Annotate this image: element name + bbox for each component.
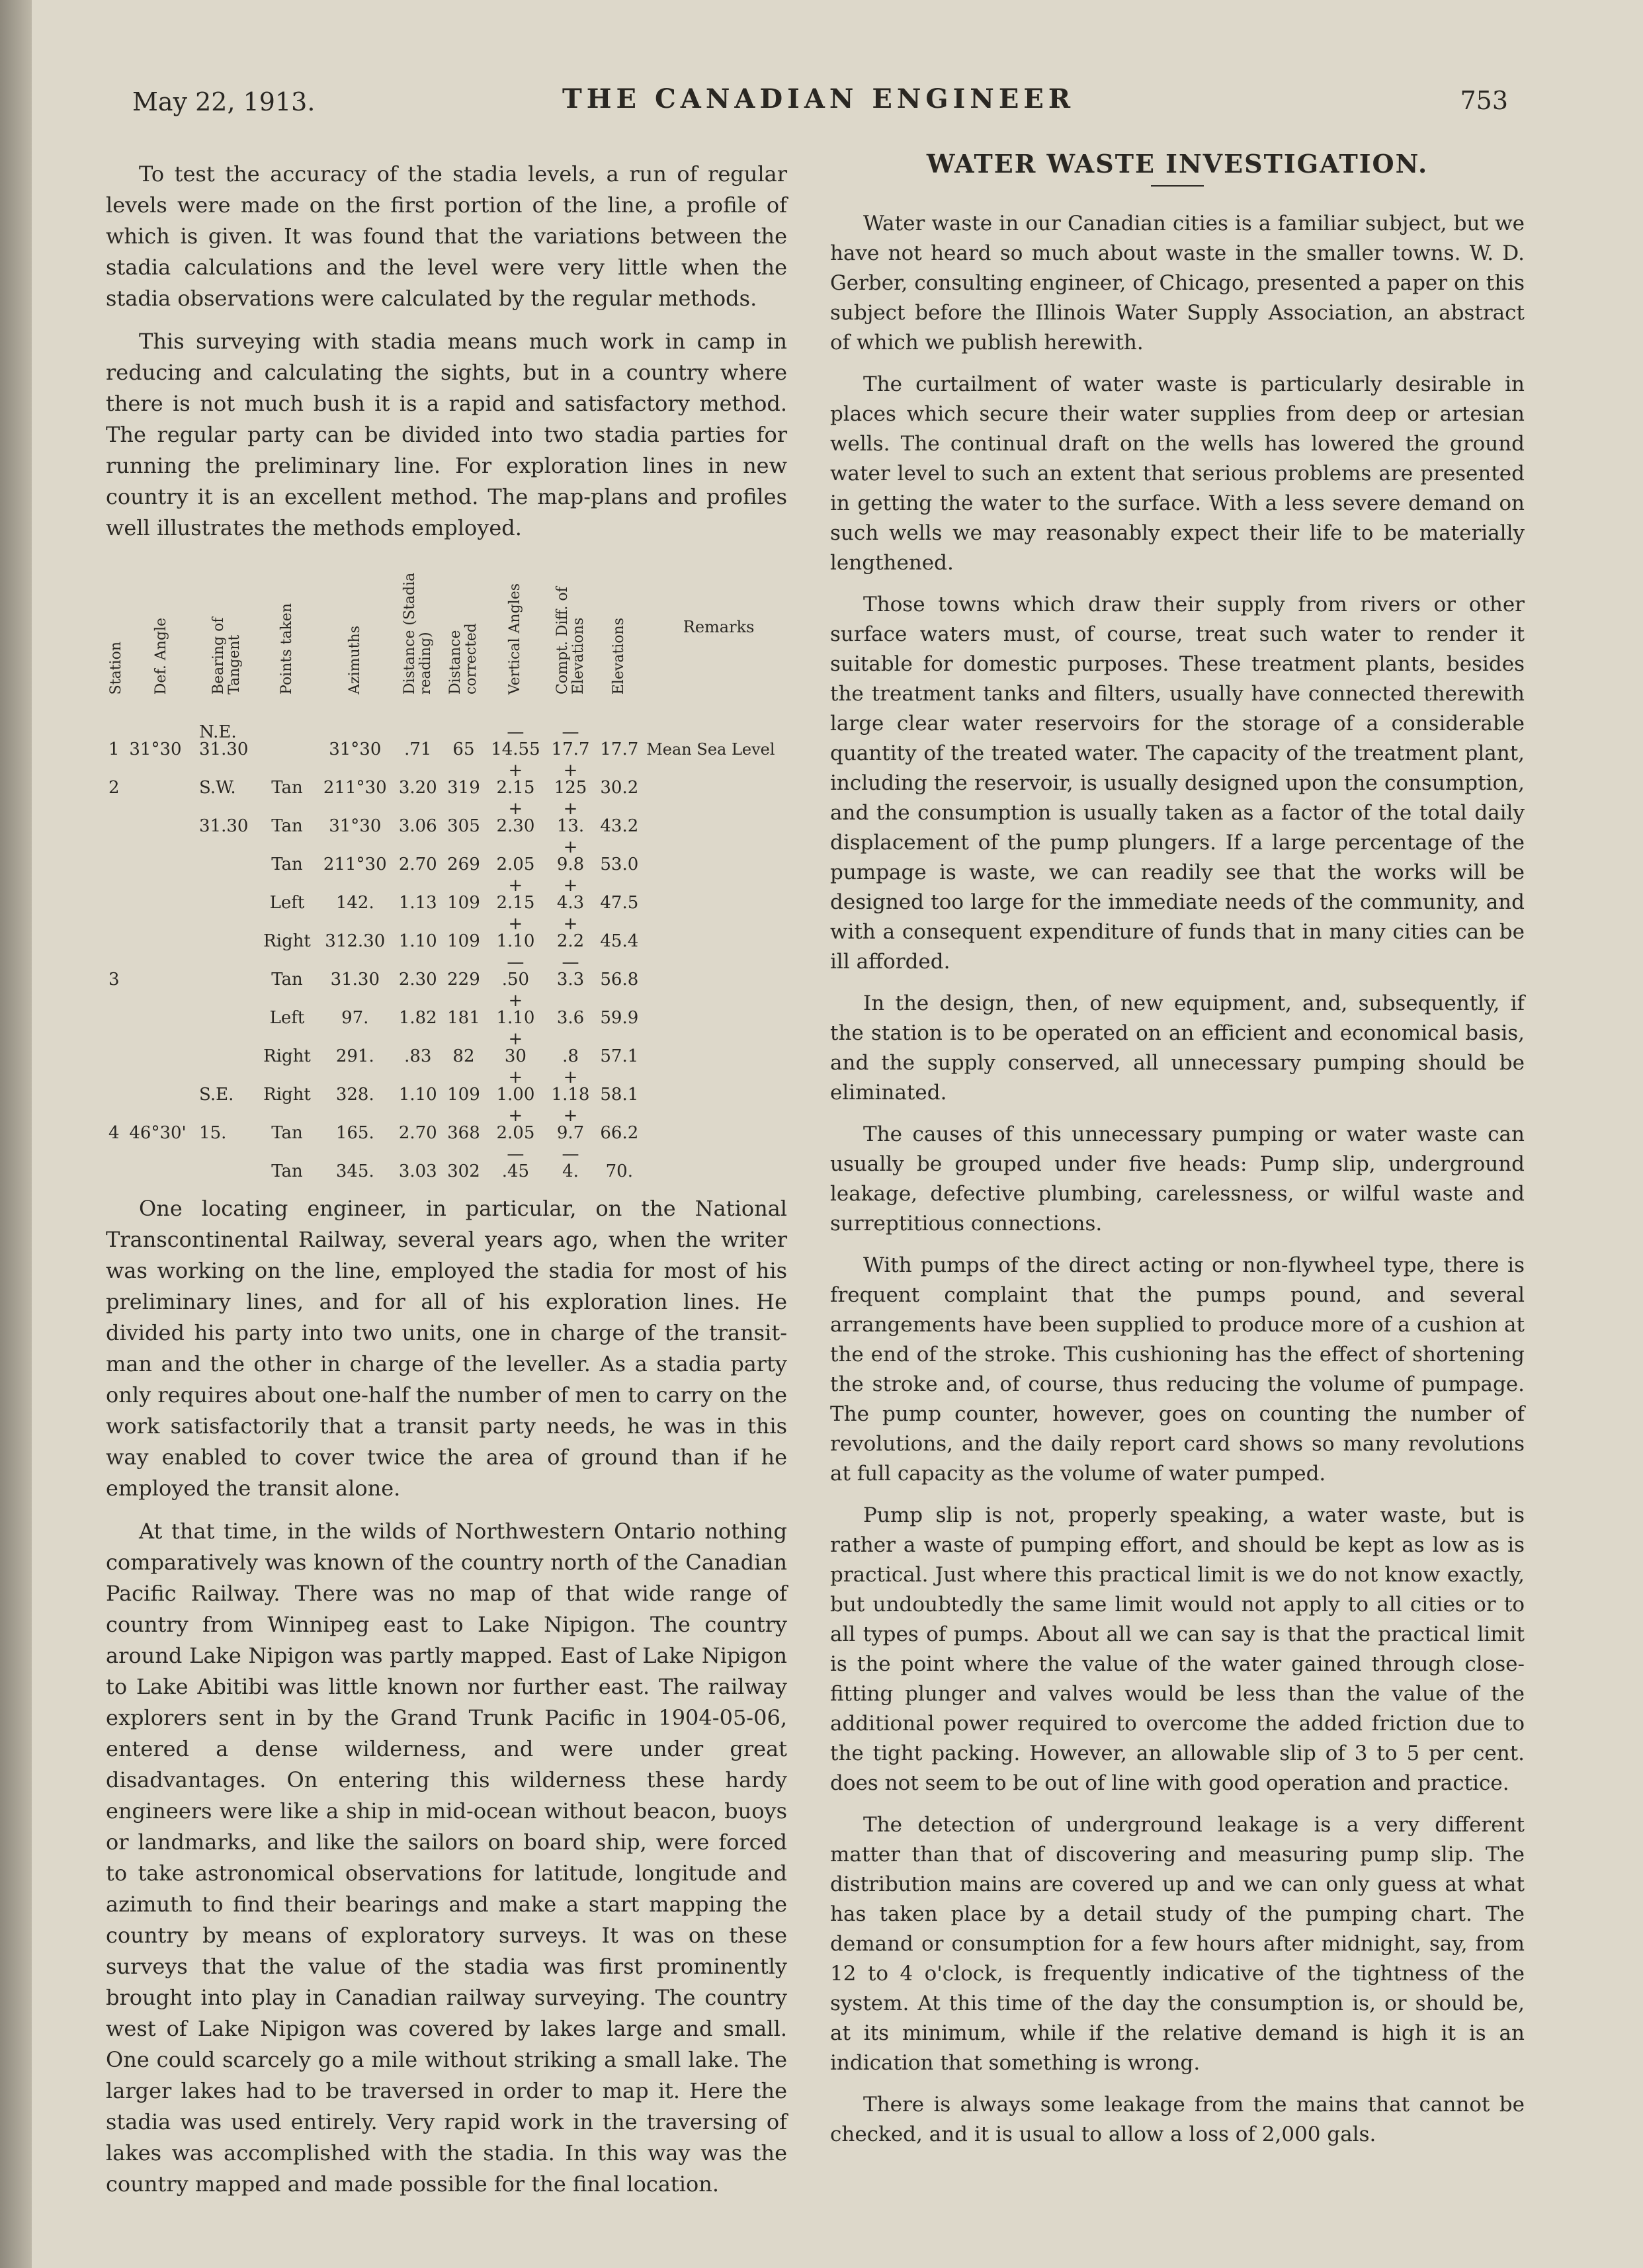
table-row — [106, 758, 794, 796]
cell-station: 2 — [108, 778, 120, 798]
col-header-remarks: Remarks — [683, 618, 755, 636]
cell-points: Tan — [271, 1161, 303, 1181]
cell-distance: 3.03 — [398, 1161, 437, 1181]
cell-distance: 1.10 — [398, 931, 437, 951]
cell-vertical: + 2.30 — [496, 799, 535, 836]
cell-compt: .8 — [562, 1046, 579, 1066]
cell-def-angle: 31°30 — [129, 739, 182, 759]
cell-vertical: + 1.10 — [496, 914, 535, 951]
cell-compt: + 13. — [556, 799, 585, 836]
cell-remarks — [644, 796, 794, 835]
cell-compt: + 9.7 — [556, 1106, 585, 1143]
paragraph: One locating engineer, in particular, on the National Transcontinental Railway, several years ago, when the writer was working on the line, employed the stadia for most of his preliminary lines, and for all of his exploration lines. He divided his party into two units, one in charge of the transit-man and the other in charge of the leveller. As a stadia party only requires about one-half the number of men to carry on the work satisfactorily that a transit party needs, he was in this way enabled to cover twice the area of ground than if he employed the transit alone. — [106, 1196, 787, 1501]
cell-compt: + 4.3 — [556, 876, 585, 913]
cell-distance: 2.70 — [398, 1123, 437, 1143]
cell-distance: .71 — [404, 739, 432, 759]
cell-compt: + 125 — [554, 761, 587, 798]
table-row — [106, 835, 794, 873]
cell-azimuth: 345. — [335, 1161, 374, 1181]
cell-points: Tan — [271, 778, 303, 798]
cell-bearing — [196, 873, 257, 911]
cell-compt: 3.6 — [556, 1008, 585, 1028]
cell-distance: 1.82 — [398, 1008, 437, 1028]
cell-azimuth: 31°30 — [329, 739, 382, 759]
cell-remarks — [644, 950, 794, 988]
cell-corrected: 305 — [447, 816, 480, 836]
cell-bearing: S.E. — [199, 1085, 234, 1105]
table-row — [106, 698, 794, 758]
col-header-distance: Distance (Stadia reading) — [401, 572, 434, 694]
paragraph: Pump slip is not, properly speaking, a water waste, but is rather a waste of pumping effort, and should be kept as low as is practical. Just where this practical limit is we do not know exactly, but undoubtedly the same limit would not apply to all cities or to all types of pumps. About all we can say is that the practical limit is the point where the value of the water gained through close-fitting plunger and valves would be less than the value of the additional power required to overcome the added friction due to the tight packing. However, an allowable slip of 3 to 5 per cent. does not seem to be out of line with good operation and practice. — [830, 1503, 1525, 1795]
cell-remarks — [644, 911, 794, 950]
cell-remarks — [644, 1065, 794, 1103]
cell-vertical: — .50 — [501, 952, 530, 989]
cell-points: Tan — [271, 1123, 303, 1143]
cell-corrected: 109 — [447, 931, 480, 951]
cell-station — [106, 988, 126, 1027]
cell-corrected: 319 — [447, 778, 480, 798]
cell-elevation: 58.1 — [600, 1085, 639, 1105]
cell-def-angle — [126, 1065, 196, 1103]
cell-compt: — 17.7 — [551, 722, 590, 759]
cell-bearing — [196, 835, 257, 873]
cell-bearing — [196, 988, 257, 1027]
cell-elevation: 66.2 — [600, 1123, 639, 1143]
cell-azimuth: 165. — [335, 1123, 374, 1143]
cell-def-angle — [126, 911, 196, 950]
cell-azimuth: 31.30 — [330, 970, 380, 989]
cell-def-angle — [126, 758, 196, 796]
table-row — [106, 796, 794, 835]
cell-corrected: 368 — [447, 1123, 480, 1143]
cell-remarks — [644, 835, 794, 873]
paragraph: The curtailment of water waste is particularly desirable in places which secure their water supplies from deep or artesian wells. The continual draft on the wells has lowered the ground water level to such an extent that serious problems are presented in getting the water to the surface. With a less severe demand on such wells we may reasonably expect their life to be materially lengthened. — [830, 372, 1525, 575]
cell-distance: 2.70 — [398, 855, 437, 874]
cell-distance: .83 — [404, 1046, 432, 1066]
cell-corrected: 65 — [452, 739, 475, 759]
cell-station — [106, 796, 126, 835]
cell-elevation: 53.0 — [600, 855, 639, 874]
cell-azimuth: 142. — [335, 893, 374, 913]
cell-bearing: 31.30 — [199, 816, 249, 836]
cell-def-angle: 46°30' — [129, 1123, 187, 1143]
cell-bearing: 15. — [199, 1123, 227, 1143]
cell-points: Right — [263, 931, 311, 951]
table-row — [106, 911, 794, 950]
cell-elevation: 59.9 — [600, 1008, 639, 1028]
cell-remarks — [644, 1103, 794, 1142]
cell-vertical: + 2.15 — [496, 761, 535, 798]
cell-bearing — [196, 911, 257, 950]
cell-bearing — [196, 1142, 257, 1180]
col-header-vertical-angles: Vertical Angles — [507, 583, 524, 694]
cell-corrected: 82 — [452, 1046, 475, 1066]
paragraph: With pumps of the direct acting or non-flywheel type, there is frequent complaint that the pumps pound, and several arrangements have been supplied to produce more of a cushion at the end of the stroke. This cushioning has the effect of shortening the stroke and, of course, thus reducing the volume of pumpage. The pump counter, however, goes on counting the number of revolutions, and the daily report card shows so many revolutions at full capacity as the volume of water pumped. — [830, 1253, 1525, 1486]
binding-gutter — [0, 0, 32, 2268]
cell-elevation: 70. — [605, 1161, 633, 1181]
cell-azimuth: 97. — [341, 1008, 369, 1028]
cell-station: 1 — [108, 739, 120, 759]
cell-bearing: S.W. — [199, 778, 236, 798]
cell-points: Tan — [271, 970, 303, 989]
cell-points: Tan — [271, 855, 303, 874]
cell-vertical: + 1.00 — [496, 1068, 535, 1105]
right-column — [830, 149, 1525, 2162]
cell-corrected: 302 — [447, 1161, 480, 1181]
cell-vertical: — .45 — [501, 1144, 530, 1181]
cell-elevation: 17.7 — [600, 739, 639, 759]
cell-elevation: 57.1 — [600, 1046, 639, 1066]
paragraph: To test the accuracy of the stadia levels, a run of regular levels were made on the first portion of the line, a profile of which is given. It was found that the variations between the stadia calculations and the level were very little when the stadia observations were calculated by the regular methods. — [106, 161, 787, 311]
cell-station: 4 — [108, 1123, 120, 1143]
table-row — [106, 950, 794, 988]
col-header-compt-diff: Compt. Diff. of Elevations — [554, 587, 587, 694]
paragraph: The causes of this unnecessary pumping or water waste can usually be grouped under five heads: Pump slip, underground leakage, defective plumbing, carelessness, or wilful waste and surreptitious connections. — [830, 1122, 1525, 1236]
cell-azimuth: 312.30 — [325, 931, 386, 951]
cell-remarks: Mean Sea Level — [646, 740, 775, 759]
cell-compt: — 4. — [562, 1144, 579, 1181]
col-header-elevations: Elevations — [611, 617, 628, 694]
cell-distance: 3.20 — [398, 778, 437, 798]
cell-vertical: + 2.15 — [496, 876, 535, 913]
article-title: WATER WASTE INVESTIGATION. — [926, 149, 1429, 179]
table-row — [106, 873, 794, 911]
cell-corrected: 269 — [447, 855, 480, 874]
table-header-row — [106, 556, 794, 698]
cell-distance: 1.13 — [398, 893, 437, 913]
cell-def-angle — [126, 796, 196, 835]
cell-compt: + 2.2 — [556, 914, 585, 951]
cell-bearing — [196, 1027, 257, 1065]
cell-points: Left — [269, 893, 305, 913]
cell-def-angle — [126, 1027, 196, 1065]
cell-distance: 3.06 — [398, 816, 437, 836]
cell-corrected: 181 — [447, 1008, 480, 1028]
cell-points: Right — [263, 1046, 311, 1066]
cell-station — [106, 835, 126, 873]
title-rule — [1151, 185, 1204, 187]
cell-station — [106, 911, 126, 950]
col-header-distance-corrected: Distance corrected — [446, 623, 480, 694]
cell-remarks — [644, 1027, 794, 1065]
cell-elevation: 45.4 — [600, 931, 639, 951]
col-header-azimuths: Azimuths — [346, 626, 363, 694]
col-header-station: Station — [107, 641, 124, 694]
cell-remarks — [644, 988, 794, 1027]
table-row — [106, 988, 794, 1027]
cell-def-angle — [126, 873, 196, 911]
cell-elevation: 30.2 — [600, 778, 639, 798]
stadia-survey-table — [106, 556, 794, 1180]
cell-distance: 1.10 — [398, 1085, 437, 1105]
table-body — [106, 698, 794, 1180]
cell-corrected: 229 — [447, 970, 480, 989]
paragraph: In the design, then, of new equipment, and, subsequently, if the station is to be operated on an efficient and economical basis, and the supply conserved, all unnecessary pumping should be eliminated. — [830, 991, 1525, 1105]
cell-bearing — [196, 950, 257, 988]
cell-station: 3 — [108, 970, 120, 989]
cell-remarks — [644, 758, 794, 796]
col-header-points: Points taken — [278, 603, 296, 694]
cell-corrected: 109 — [447, 1085, 480, 1105]
cell-points: Tan — [271, 816, 303, 836]
paragraph: The detection of underground leakage is a very different matter than that of discovering and measuring pump slip. The distribution mains are covered up and we can only guess at what has taken place by a detail study of the pumping chart. The demand or consumption for a few hours after midnight, say, from 12 to 4 o'clock, is frequently indicative of the tightness of the system. At this time of the day the consumption is, or should be, at its minimum, while if the relative demand is high it is an indication that something is wrong. — [830, 1813, 1525, 2075]
cell-station — [106, 1065, 126, 1103]
table-row — [106, 1142, 794, 1180]
cell-vertical: + 30 — [504, 1029, 527, 1066]
cell-corrected: 109 — [447, 893, 480, 913]
cell-elevation: 56.8 — [600, 970, 639, 989]
cell-azimuth: 328. — [335, 1085, 374, 1105]
cell-station — [106, 873, 126, 911]
table-row — [106, 1103, 794, 1142]
paragraph: There is always some leakage from the mains that cannot be checked, and it is usual to allow a loss of 2,000 gals. — [830, 2093, 1525, 2146]
cell-points: Right — [263, 1085, 311, 1105]
cell-def-angle — [126, 988, 196, 1027]
page-number: 753 — [1460, 86, 1508, 115]
running-header — [132, 78, 1508, 124]
left-column — [106, 159, 787, 2212]
cell-def-angle — [126, 835, 196, 873]
cell-bearing: N.E. 31.30 — [199, 722, 249, 759]
cell-points: Left — [269, 1008, 305, 1028]
cell-station — [106, 1027, 126, 1065]
cell-compt: + 9.8 — [556, 837, 585, 874]
issue-date: May 22, 1913. — [132, 87, 316, 116]
paragraph: At that time, in the wilds of Northwestern Ontario nothing comparatively was known of the country north of the Canadian Pacific Railway. There was no map of that wide range of country from Winnipeg east to Lake Nipigon. The country around Lake Nipigon was partly mapped. East of Lake Nipigon to Lake Abitibi was little known nor further east. The railway explorers sent in by the Grand Trunk Pacific in 1904-05-06, entered a dense wilderness, and were under great disadvantages. On entering this wilderness these hardy engineers were like a ship in mid-ocean without beacon, buoys or landmarks, and like the sailors on board ship, were forced to take astronomical observations for latitude, longitude and azimuth to find their bearings and make a start mapping the country by means of exploratory surveys. It was on these surveys that the value of the stadia was first prominently brought into play in Canadian railway surveying. The country west of Lake Nipigon was covered by lakes large and small. One could scarcely go a mile without striking a small lake. The larger lakes had to be traversed in order to map it. Here the stadia was used entirely. Very rapid work in the traversing of lakes was accomplished with the stadia. In this way was the country mapped and made possible for the final location. — [106, 1519, 787, 2197]
cell-azimuth: 291. — [335, 1046, 374, 1066]
cell-compt: — 3.3 — [556, 952, 585, 989]
cell-distance: 2.30 — [398, 970, 437, 989]
col-header-def-angle: Def. Angle — [153, 617, 170, 694]
cell-remarks — [644, 873, 794, 911]
cell-remarks — [644, 1142, 794, 1180]
cell-azimuth: 31°30 — [329, 816, 382, 836]
cell-elevation: 47.5 — [600, 893, 639, 913]
table-row — [106, 1027, 794, 1065]
paragraph: Water waste in our Canadian cities is a familiar subject, but we have not heard so much about waste in the smaller towns. W. D. Gerber, consulting engineer, of Chicago, presented a paper on this subject before the Illinois Water Supply Association, an abstract of which we publish herewith. — [830, 212, 1525, 355]
cell-azimuth: 211°30 — [323, 778, 387, 798]
cell-def-angle — [126, 1142, 196, 1180]
cell-vertical: + 1.10 — [496, 991, 535, 1028]
cell-azimuth: 211°30 — [323, 855, 387, 874]
cell-def-angle — [126, 950, 196, 988]
cell-elevation: 43.2 — [600, 816, 639, 836]
cell-vertical: — 14.55 — [491, 722, 540, 759]
col-header-bearing: Bearing of Tangent — [210, 617, 243, 694]
paragraph: Those towns which draw their supply from rivers or other surface waters must, of course, treat such water to render it suitable for domestic purposes. These treatment plants, besides the treatment tanks and filters, usually have connected therewith large clear water reservoirs for the storage of a considerable quantity of the treated water. The capacity of the treatment plant, including the reservoir, is usually designed upon the consumption, and the consumption is usually taken as a factor of the total daily displacement of the pump plungers. If a large percentage of the pumpage is waste, we can readily see that the works will be designed too large for the immediate needs of the community, and with a consequent expenditure of funds that in many cities can be ill afforded. — [830, 593, 1525, 974]
paragraph: This surveying with stadia means much work in camp in reducing and calculating the sights, but in a country where there is not much bush it is a rapid and satisfactory method. The regular party can be divided into two stadia parties for running the preliminary line. For exploration lines in new country it is an excellent method. The map-plans and profiles well illustrates the methods employed. — [106, 329, 787, 540]
table-row — [106, 1065, 794, 1103]
cell-vertical: + 2.05 — [496, 1106, 535, 1143]
cell-vertical: 2.05 — [496, 855, 535, 874]
journal-title: THE CANADIAN ENGINEER — [562, 83, 1075, 114]
cell-compt: + 1.18 — [551, 1068, 590, 1105]
cell-station — [106, 1142, 126, 1180]
cell-points — [257, 698, 316, 758]
